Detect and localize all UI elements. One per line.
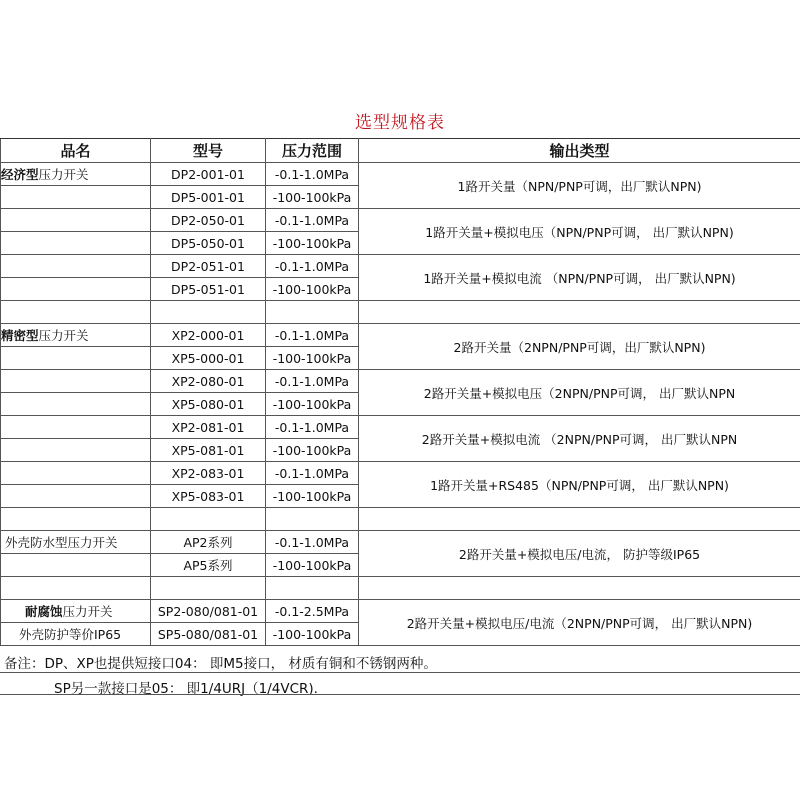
range-cell: -0.1-1.0MPa (266, 255, 359, 278)
product-name-corrosion-line2: 外壳防护等价IP65 (1, 623, 151, 646)
note-divider (0, 672, 800, 673)
range-cell: -0.1-1.0MPa (266, 531, 359, 554)
table-row (1, 416, 800, 439)
empty-cell (1, 485, 151, 508)
table-row (1, 462, 800, 485)
output-cell: 1路开关量（NPN/PNP可调，出厂默认NPN) (359, 163, 800, 209)
range-cell: -100-100kPa (266, 439, 359, 462)
table-title: 选型规格表 (355, 113, 445, 133)
empty-cell (1, 255, 151, 278)
model-cell: XP2-083-01 (151, 462, 266, 485)
product-name-suffix: 压力开关 (62, 604, 113, 619)
model-cell: DP2-001-01 (151, 163, 266, 186)
range-cell: -0.1-1.0MPa (266, 209, 359, 232)
model-cell: DP5-001-01 (151, 186, 266, 209)
table-row (1, 255, 800, 278)
table-header-row (1, 139, 800, 163)
note-line-1: 备注：DP、XP也提供短接口04： 即M5接口， 材质有铜和不锈钢两种。 (4, 656, 437, 672)
spacer-row (1, 577, 800, 600)
empty-cell (1, 347, 151, 370)
range-cell: -0.1-1.0MPa (266, 462, 359, 485)
table-row (1, 324, 800, 347)
model-cell: DP5-050-01 (151, 232, 266, 255)
product-name-keyword: 精密型 (1, 328, 39, 343)
empty-cell (1, 278, 151, 301)
range-cell: -0.1-1.0MPa (266, 163, 359, 186)
table-row (1, 531, 800, 554)
range-cell: -100-100kPa (266, 623, 359, 646)
model-cell: DP2-051-01 (151, 255, 266, 278)
empty-cell (1, 209, 151, 232)
model-cell: DP2-050-01 (151, 209, 266, 232)
product-name-suffix: 压力开关 (38, 167, 89, 182)
bottom-rule (0, 694, 800, 695)
model-cell: AP2系列 (151, 531, 266, 554)
range-cell: -100-100kPa (266, 278, 359, 301)
range-cell: -0.1-1.0MPa (266, 416, 359, 439)
product-name-precision (1, 324, 151, 347)
product-name-keyword: 耐腐蚀 (25, 604, 63, 619)
range-cell: -100-100kPa (266, 232, 359, 255)
output-cell: 2路开关量（2NPN/PNP可调，出厂默认NPN) (359, 324, 800, 370)
header-output: 输出类型 (359, 139, 800, 163)
range-cell: -100-100kPa (266, 186, 359, 209)
output-cell: 1路开关量+模拟电压（NPN/PNP可调， 出厂默认NPN) (359, 209, 800, 255)
model-cell: AP5系列 (151, 554, 266, 577)
empty-cell (1, 439, 151, 462)
model-cell: XP5-083-01 (151, 485, 266, 508)
product-name-corrosion (1, 600, 151, 623)
model-cell: SP5-080/081-01 (151, 623, 266, 646)
empty-cell (1, 462, 151, 485)
table-row (1, 163, 800, 186)
empty-cell (1, 554, 151, 577)
output-cell: 2路开关量+模拟电压（2NPN/PNP可调， 出厂默认NPN (359, 370, 800, 416)
output-cell: 1路开关量+RS485（NPN/PNP可调， 出厂默认NPN) (359, 462, 800, 508)
model-cell: DP5-051-01 (151, 278, 266, 301)
output-cell: 1路开关量+模拟电流 （NPN/PNP可调， 出厂默认NPN) (359, 255, 800, 301)
range-cell: -0.1-2.5MPa (266, 600, 359, 623)
range-cell: -100-100kPa (266, 485, 359, 508)
product-name-suffix: 压力开关 (38, 328, 89, 343)
output-cell: 2路开关量+模拟电流 （2NPN/PNP可调， 出厂默认NPN (359, 416, 800, 462)
model-cell: XP5-000-01 (151, 347, 266, 370)
note-line-2: SP另一款接口是05： 即1/4URJ（1/4VCR). (54, 681, 318, 697)
table-row (1, 600, 800, 623)
empty-cell (1, 232, 151, 255)
range-cell: -100-100kPa (266, 393, 359, 416)
spacer-row (1, 508, 800, 531)
output-cell: 2路开关量+模拟电压/电流（2NPN/PNP可调， 出厂默认NPN) (359, 600, 800, 646)
range-cell: -0.1-1.0MPa (266, 370, 359, 393)
spec-table (0, 138, 800, 646)
range-cell: -100-100kPa (266, 347, 359, 370)
model-cell: XP5-081-01 (151, 439, 266, 462)
product-name-waterproof: 外壳防水型压力开关 (1, 531, 151, 554)
table-row (1, 209, 800, 232)
table-row (1, 370, 800, 393)
model-cell: SP2-080/081-01 (151, 600, 266, 623)
empty-cell (1, 186, 151, 209)
model-cell: XP2-081-01 (151, 416, 266, 439)
header-name: 品名 (1, 139, 151, 163)
range-cell: -0.1-1.0MPa (266, 324, 359, 347)
model-cell: XP5-080-01 (151, 393, 266, 416)
empty-cell (1, 370, 151, 393)
product-name-economy (1, 163, 151, 186)
empty-cell (1, 393, 151, 416)
spacer-row (1, 301, 800, 324)
model-cell: XP2-000-01 (151, 324, 266, 347)
header-range: 压力范围 (266, 139, 359, 163)
range-cell: -100-100kPa (266, 554, 359, 577)
header-model: 型号 (151, 139, 266, 163)
empty-cell (1, 416, 151, 439)
model-cell: XP2-080-01 (151, 370, 266, 393)
output-cell: 2路开关量+模拟电压/电流， 防护等级IP65 (359, 531, 800, 577)
product-name-keyword: 经济型 (1, 167, 39, 182)
